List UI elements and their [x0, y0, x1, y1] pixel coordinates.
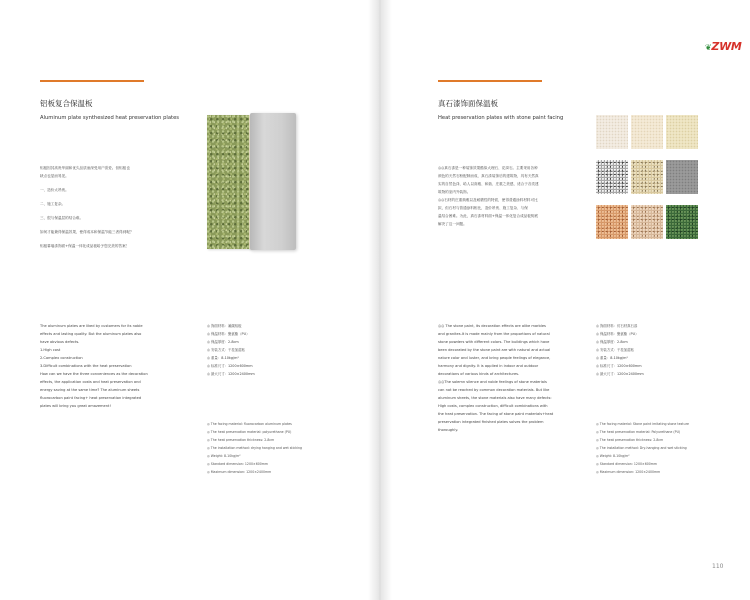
right-title-cn: 真石漆饰面保温板	[438, 99, 498, 108]
right-en-line: the heat preservation. The facing of stone paint materials+heat	[438, 412, 554, 416]
left-en-line: fluorocarbon paint facing+ heat preservation integrated	[40, 396, 142, 400]
page-number: 110	[712, 563, 724, 570]
left-title-cn: 铝板复合保温板	[40, 99, 93, 108]
stone-swatch	[631, 115, 663, 149]
leaf-icon: ❦	[705, 43, 712, 52]
aluminum-panel	[250, 113, 296, 250]
spec-line: ◎ 保温材料：聚氨酯（PU）	[596, 332, 639, 336]
left-cn-line: 如何才能兼得保温效果，使得成本和保温节能三者得到呢？	[40, 230, 134, 234]
stone-swatch	[596, 115, 628, 149]
spec-line: ◎ 保温厚度：2-8cm	[596, 340, 628, 344]
right-en-line: harmony and dignity. It is applied in indoor and outdoor	[438, 364, 539, 368]
spec-line: ◎ 安装方式：干挂加湿粘	[207, 348, 245, 352]
stone-texture-panel	[207, 115, 252, 249]
right-cn-line: 解决了这一问题。	[438, 222, 467, 226]
spec-line: ◎ Standard dimension: 1200×600mm	[207, 462, 268, 466]
right-cn-line: 筑物的室内外装饰。	[438, 190, 471, 194]
right-en-line: preservation integrated finished plates solves the problem	[438, 420, 544, 424]
spec-line: ◎ Maximum dimension: 1200×2400mm	[596, 470, 661, 474]
left-cn-line: 三、很与保温层的结合难。	[40, 216, 84, 220]
logo-text: ZWM	[711, 40, 742, 53]
left-en-line: The aluminum plates are liked by customers for its noble	[40, 324, 143, 328]
right-en-line: thoroughly.	[438, 428, 459, 432]
left-specs-en	[207, 420, 302, 476]
spec-line: ◎ Weight: 8-10kg/m²	[596, 454, 630, 458]
spec-line: ◎ 饰面材料：仿石材真石漆	[596, 324, 638, 328]
right-cn-line: ◎◎真石漆是一种装饰效果酷似大理石、花岗石。主要采用各种	[438, 166, 538, 170]
spec-line: ◎ 最大尺寸：1200×2400mm	[596, 372, 644, 376]
spec-line: ◎ Standard dimension: 1200×600mm	[596, 462, 657, 466]
spec-line: ◎ The facing material: Stone paint imitating stone texture	[596, 422, 689, 426]
right-cn-line: 颜色的天然石粉配制而成，真石漆装饰后的建筑物，具有天然真	[438, 174, 539, 178]
stone-swatch	[666, 115, 698, 149]
spec-line: ◎ The facing material: fluorocarbon aluminum plates	[207, 422, 292, 426]
left-en-line: 1.High cost	[40, 348, 61, 352]
stone-swatch	[631, 205, 663, 239]
spec-line: ◎ Weight: 8-10kg/m²	[207, 454, 241, 458]
left-cn-line: 铝板幕墙漆饰面+保温一体化成品板给予您完美的答案！	[40, 244, 130, 248]
right-en-line: ◎◎The solemn silence and noble feelings of stone materials	[438, 380, 547, 384]
left-en-line: effects, the application costs and heat preservation and	[40, 380, 141, 384]
right-cn-paragraph	[438, 164, 539, 228]
spec-line: ◎ 安装方式：干挂加湿粘	[596, 348, 634, 352]
spec-line: ◎ 饰面材料：氟碳铝板	[207, 324, 242, 328]
right-cn-line: 实的自然色泽，给人以高雅、和谐、庄重之美感，适合于各类建	[438, 182, 539, 186]
spec-line: ◎ 重量：8-10kg/m²	[596, 356, 628, 360]
left-en-line: plates will bring you great amazement!	[40, 404, 111, 408]
stone-swatch	[596, 160, 628, 194]
left-cn-line: 铝板因其高贵华丽和优久品质而深受用户喜爱。但铝板也	[40, 166, 130, 170]
spec-line: ◎ The heat preservation thickness: 2-8cm	[207, 438, 275, 442]
right-accent-bar	[438, 80, 542, 82]
spec-line: ◎ The installation method: drying hanging and wet sticking	[207, 446, 303, 450]
right-en-line: aluminum sheets, the stone materials also have many defects:	[438, 396, 552, 400]
left-cn-line: 一、造价太昂贵。	[40, 188, 69, 192]
right-en-line: stone powders with different colors. The buildings which have	[438, 340, 550, 344]
left-en-line: 2.Complex construction	[40, 356, 83, 360]
right-cn-line: 温结合困难。为此，真石漆材料面+保温一体化复合成品板彻底	[438, 214, 539, 218]
stone-swatch	[666, 160, 698, 194]
spec-line: ◎ 最大尺寸：1200×2400mm	[207, 372, 255, 376]
spec-line: ◎ The heat preservation material: Polyurethane (PU)	[596, 430, 681, 434]
right-en-line: High costs, complex construction, difficult combinations with	[438, 404, 548, 408]
right-en-line: been decorated by the stone paint are with natural and actual	[438, 348, 551, 352]
right-en-line: and granites.It is made mainly from the proportions of natural	[438, 332, 550, 336]
spec-line: ◎ The heat preservation material: polyurethane (PU)	[207, 430, 292, 434]
right-en-line: decorations of various kinds of architectures.	[438, 372, 520, 376]
left-en-line: have obvious defects.	[40, 340, 80, 344]
left-en-line: effects and lasting quality. But the aluminum plates also	[40, 332, 142, 336]
right-en-line: ◎◎ The stone paint, its decoration effects are alike marbles	[438, 324, 546, 328]
stone-swatch	[666, 205, 698, 239]
left-en-line: energy saving at the same time? The aluminum sheets	[40, 388, 140, 392]
page-gutter	[368, 0, 392, 600]
right-cn-line: 拟，但石材与普通涂料相比，造价昂贵、施工复杂、与保	[438, 206, 528, 210]
spec-line: ◎ 标准尺寸：1200×600mm	[596, 364, 642, 368]
spec-line: ◎ 保温厚度：2-8cm	[207, 340, 239, 344]
spec-line: ◎ 保温材料：聚氨酯（PU）	[207, 332, 250, 336]
left-en-paragraph	[40, 322, 148, 410]
spec-line: ◎ The heat preservation thickness: 2-8cm	[596, 438, 664, 442]
brand-logo	[705, 40, 742, 53]
right-en-line: nature color and luster, and bring people feelings of elegance,	[438, 356, 551, 360]
left-specs-cn	[207, 322, 255, 378]
left-accent-bar	[40, 80, 144, 82]
left-cn-paragraph	[40, 164, 133, 250]
left-en-line: 3.Difficult combinations with the heat preservation	[40, 364, 132, 368]
spec-line: ◎ The installation method: Dry-hanging and wet sticking	[596, 446, 687, 450]
spec-line: ◎ 标准尺寸：1200×600mm	[207, 364, 253, 368]
spec-line: ◎ 重量：8-10kg/m²	[207, 356, 239, 360]
stone-swatch	[596, 205, 628, 239]
left-cn-line: 二、施工复杂。	[40, 202, 66, 206]
right-en-line: can not be reached by common decoration materials. But like	[438, 388, 550, 392]
left-en-line: How can we have the three conveniences as the decoration	[40, 372, 148, 376]
left-title-en: Aluminum plate synthesized heat preservation plates	[40, 115, 179, 121]
right-en-paragraph	[438, 322, 553, 434]
right-specs-cn	[596, 322, 644, 378]
right-specs-en	[596, 420, 689, 476]
right-cn-line: ◎◎石材的庄重典雅以及耐磨性的特质，使得普通涂料材料可比	[438, 198, 538, 202]
left-cn-line: 缺点也显而易见。	[40, 174, 69, 178]
right-title-en: Heat preservation plates with stone paint facing	[438, 115, 564, 121]
spec-line: ◎ Maximum dimension: 1200×2400mm	[207, 470, 272, 474]
stone-swatch	[631, 160, 663, 194]
